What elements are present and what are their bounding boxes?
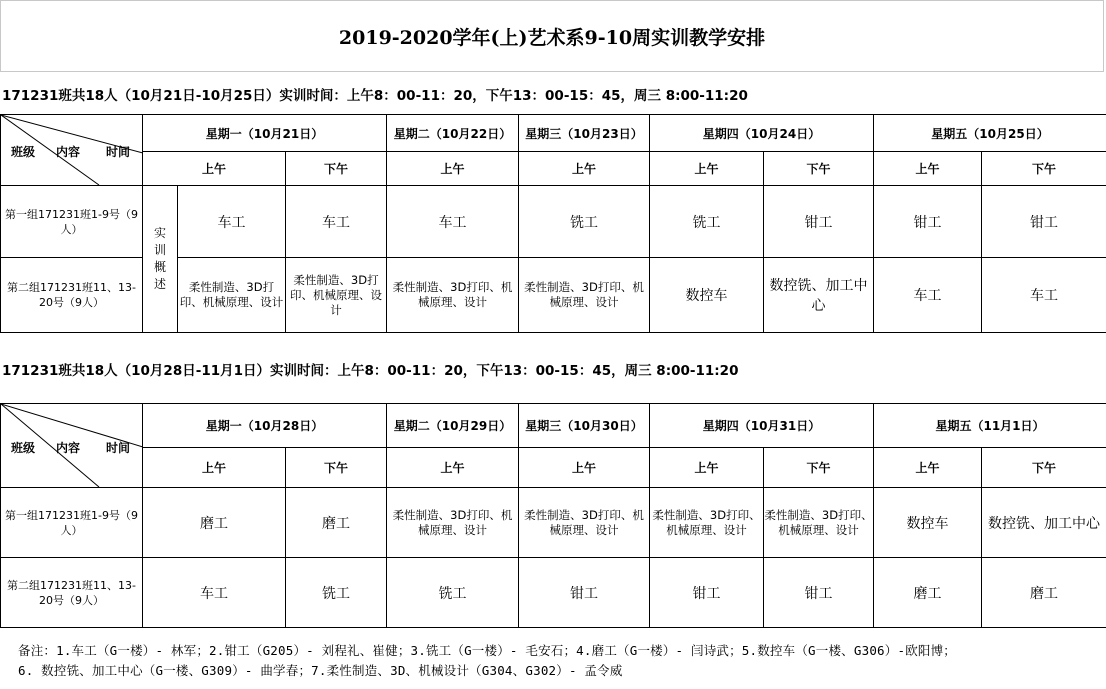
group-label: 第一组171231班1-9号（9人） bbox=[1, 186, 143, 258]
schedule-table-1 bbox=[0, 114, 1106, 333]
section1-heading: 171231班共18人（10月21日-10月25日）实训时间：上午8：00-11：20，下午13：00-15：45，周三 8:00-11:20 bbox=[2, 88, 748, 104]
day-header: 星期一（10月21日） bbox=[143, 115, 387, 152]
schedule-cell: 钳工 bbox=[519, 558, 650, 628]
schedule-cell: 柔性制造、3D打印、机械原理、设计 bbox=[764, 488, 874, 558]
schedule-cell: 数控车 bbox=[650, 258, 764, 333]
schedule-cell: 铣工 bbox=[650, 186, 764, 258]
notes-line-1: 备注：1.车工（G一楼）- 林军；2.钳工（G205）- 刘程礼、崔健；3.铣工（G一楼）- 毛安石；4.磨工（G一楼）- 闫诗武；5.数控车（G一楼、G306）-欧阳博； bbox=[18, 643, 956, 658]
schedule-cell: 磨工 bbox=[874, 558, 982, 628]
overview-cell bbox=[143, 186, 178, 333]
day-header: 星期二（10月22日） bbox=[387, 115, 519, 152]
schedule-cell: 磨工 bbox=[143, 488, 286, 558]
pm-header: 下午 bbox=[764, 448, 874, 488]
day-header: 星期五（10月25日） bbox=[874, 115, 1106, 152]
schedule-cell: 钳工 bbox=[764, 186, 874, 258]
am-header: 上午 bbox=[650, 152, 764, 186]
schedule-cell: 磨工 bbox=[286, 488, 387, 558]
corner-content-label: 内容 bbox=[56, 441, 81, 455]
am-header: 上午 bbox=[874, 152, 982, 186]
schedule-cell: 柔性制造、3D打印、机械原理、设计 bbox=[178, 258, 286, 333]
schedule-cell: 铣工 bbox=[519, 186, 650, 258]
schedule-cell: 柔性制造、3D打印、机械原理、设计 bbox=[519, 258, 650, 333]
schedule-cell: 钳工 bbox=[650, 558, 764, 628]
day-header: 星期一（10月28日） bbox=[143, 404, 387, 448]
schedule-table-2 bbox=[0, 403, 1106, 628]
group-label: 第二组171231班11、13-20号（9人） bbox=[1, 258, 143, 333]
schedule-cell: 数控铣、加工中心 bbox=[764, 258, 874, 333]
notes-line-2: 6. 数控铣、加工中心（G一楼、G309）- 曲学春；7.柔性制造、3D、机械设计（G304、G302）- 孟令威 bbox=[18, 663, 623, 678]
pm-header: 下午 bbox=[764, 152, 874, 186]
am-header: 上午 bbox=[387, 152, 519, 186]
overview-label: 实训概述 bbox=[153, 226, 166, 291]
corner-content-label: 内容 bbox=[56, 145, 81, 159]
day-header: 星期三（10月30日） bbox=[519, 404, 650, 448]
schedule-cell: 车工 bbox=[286, 186, 387, 258]
schedule-cell: 柔性制造、3D打印、机械原理、设计 bbox=[387, 258, 519, 333]
day-header: 星期四（10月31日） bbox=[650, 404, 874, 448]
corner-cell bbox=[1, 404, 143, 488]
group-label: 第二组171231班11、13-20号（9人） bbox=[1, 558, 143, 628]
corner-time-label: 时间 bbox=[106, 145, 131, 159]
notes bbox=[18, 640, 956, 682]
corner-cell bbox=[1, 115, 143, 186]
schedule-cell: 柔性制造、3D打印、机械原理、设计 bbox=[650, 488, 764, 558]
corner-class-label: 班级 bbox=[11, 145, 36, 159]
schedule-cell: 车工 bbox=[143, 558, 286, 628]
schedule-cell: 磨工 bbox=[982, 558, 1106, 628]
schedule-cell: 车工 bbox=[178, 186, 286, 258]
schedule-cell: 钳工 bbox=[874, 186, 982, 258]
schedule-cell: 铣工 bbox=[387, 558, 519, 628]
schedule-cell: 车工 bbox=[982, 258, 1106, 333]
corner-time-label: 时间 bbox=[106, 441, 131, 455]
corner-class-label: 班级 bbox=[11, 441, 36, 455]
schedule-cell: 数控铣、加工中心 bbox=[982, 488, 1106, 558]
day-header: 星期三（10月23日） bbox=[519, 115, 650, 152]
pm-header: 下午 bbox=[286, 152, 387, 186]
schedule-cell: 车工 bbox=[387, 186, 519, 258]
section2-heading: 171231班共18人（10月28日-11月1日）实训时间：上午8：00-11：20，下午13：00-15：45，周三 8:00-11:20 bbox=[2, 363, 739, 379]
group-label: 第一组171231班1-9号（9人） bbox=[1, 488, 143, 558]
day-header: 星期五（11月1日） bbox=[874, 404, 1106, 448]
schedule-cell: 数控车 bbox=[874, 488, 982, 558]
schedule-cell: 柔性制造、3D打印、机械原理、设计 bbox=[519, 488, 650, 558]
am-header: 上午 bbox=[387, 448, 519, 488]
am-header: 上午 bbox=[143, 448, 286, 488]
am-header: 上午 bbox=[519, 448, 650, 488]
am-header: 上午 bbox=[874, 448, 982, 488]
schedule-cell: 车工 bbox=[874, 258, 982, 333]
pm-header: 下午 bbox=[286, 448, 387, 488]
pm-header: 下午 bbox=[982, 152, 1106, 186]
pm-header: 下午 bbox=[982, 448, 1106, 488]
day-header: 星期二（10月29日） bbox=[387, 404, 519, 448]
schedule-cell: 钳工 bbox=[982, 186, 1106, 258]
schedule-cell: 铣工 bbox=[286, 558, 387, 628]
schedule-cell: 柔性制造、3D打印、机械原理、设计 bbox=[387, 488, 519, 558]
page-title: 2019-2020学年(上)艺术系9-10周实训教学安排 bbox=[0, 0, 1104, 72]
am-header: 上午 bbox=[519, 152, 650, 186]
am-header: 上午 bbox=[143, 152, 286, 186]
schedule-cell: 钳工 bbox=[764, 558, 874, 628]
am-header: 上午 bbox=[650, 448, 764, 488]
day-header: 星期四（10月24日） bbox=[650, 115, 874, 152]
schedule-cell: 柔性制造、3D打印、机械原理、设计 bbox=[286, 258, 387, 333]
